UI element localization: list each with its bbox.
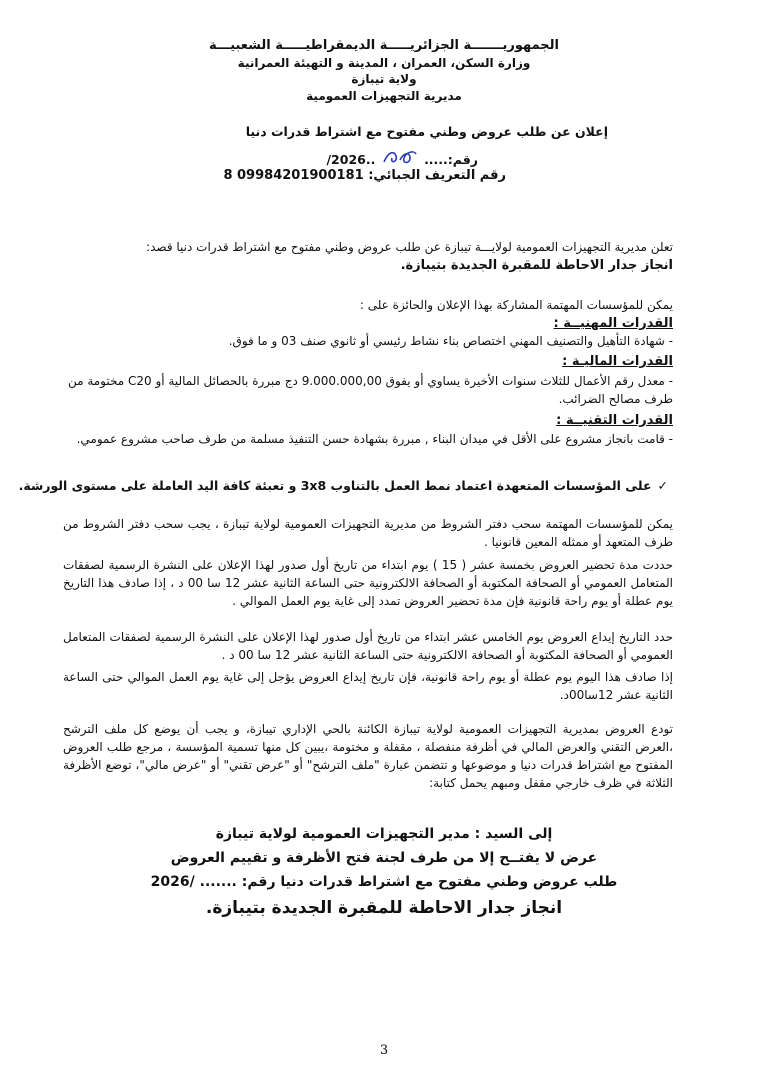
paragraph-deposit-date: حدد التاريخ إيداع العروض يوم الخامس عشر ابتداء من تاريخ أول صدور لهذا الإعلان على النشرة الرسمية لصفقات المتعامل العمومي أو الصحافة المكتوبة أو الصحافة الالكترونية حتى الساعة الثانية عشر 12 سا 00 د . bbox=[63, 630, 673, 662]
envelope-no-open: عرض لا يفتــح إلا من طرف لجنة فتح الأظرفة و تقييم العروض bbox=[170, 850, 598, 866]
envelope-project: انجاز جدار الاحاطة للمقبرة الجديدة بتيبازة. bbox=[205, 898, 563, 918]
page-number: 3 bbox=[379, 1043, 389, 1058]
intro-text: تعلن مديرية التجهيزات العمومية لولايـــة تيبازة عن طلب عروض وطني مفتوح مع اشتراط قدرات دنيا قصد: bbox=[146, 240, 673, 254]
paragraph-withdraw: يمكن للمؤسسات المهتمة سحب دفتر الشروط من مديرية التجهيزات العمومية لولاية تيبازة ، يجب سحب دفتر الشروط من طرف المتعهد أو ممثله المعين قانونيا . bbox=[63, 517, 673, 549]
paragraph-holiday: إذا صادف هذا اليوم يوم عطلة أو يوم راحة قانونية، فإن تاريخ إيداع العروض يؤجل إلى غاية يوم العمل الموالي حتى الساعة الثانية عشر 12سا00د. bbox=[63, 670, 673, 702]
tax-id-value: 09984201900181 8 bbox=[223, 168, 364, 183]
financial-title: القدرات الماليـة : bbox=[562, 354, 673, 369]
announcement-number bbox=[326, 146, 478, 168]
financial-text-1: - معدل رقم الأعمال للثلاث سنوات الأخيرة يساوي أو يفوق 9.000.000,00 دج مبررة بالحصائل المالية أو C20 مختومة من bbox=[67, 374, 673, 388]
paragraph-envelopes: تودع العروض بمديرية التجهيزات العمومية لولاية تيبازة الكائنة بالحي الإداري تيبازة، و يجب أن يوضع كل ملف الترشح ،العرض التقني والعرض المالي في أظرفة منفصلة ، مقفلة و مختومة ،يبين كل منها تسمية المؤسسة ، مرجع طلب العروض المفتوح مع اشتراط قدرات دنيا و موضوعها و تتضمن عبارة "ملف الترشح" أو "عرض تقني" أو "عرض مالي"، توضع الأظرفة الثلاثة في ظرف خارجي مقفل ومبهم يحمل كتابة: bbox=[63, 722, 673, 790]
tax-id-line bbox=[223, 168, 506, 183]
note-line bbox=[19, 478, 668, 493]
technical-title: القدرات التقنيــة : bbox=[556, 413, 673, 428]
paragraph-preparation: حددت مدة تحضير العروض بخمسة عشر ( 15 ) يوم ابتداء من تاريخ أول صدور لهذا الإعلان على النشرة الرسمية لصفقات المتعامل العمومي أو الصحافة المكتوبة أو الصحافة الالكترونية حتى الساعة الثانية عشر 12 سا 00 د ، إذا صادف هذا التاريخ يوم عطلة أو يوم راحة قانونية فإن مدة تحضير العروض تمدد إلى غاية يوم العمل الموالي . bbox=[63, 558, 674, 608]
envelope-recipient: إلى السيد : مدير التجهيزات العمومية لولاية تيبازة bbox=[215, 826, 553, 842]
intro-project: انجاز جدار الاحاطة للمقبرة الجديدة بتيبازة. bbox=[400, 258, 673, 273]
republic-title: الجمهوريـــــــة الجزائريـــــة الديمقراطيـــــة الشعبيـــة bbox=[208, 38, 559, 53]
financial-text-2: طرف مصالح الضرائب. bbox=[558, 392, 673, 406]
note-text: على المؤسسات المتعهدة اعتماد نمط العمل بالتناوب 3x8 و تعبئة كافة اليد العاملة على مستوى الورشة. bbox=[18, 478, 652, 493]
professional-text: - شهادة التأهيل والتصنيف المهني اختصاص بناء نشاط رئيسي أو ثانوي صنف 03 و ما فوق. bbox=[228, 334, 673, 348]
number-label: رقم:..... bbox=[424, 152, 478, 167]
envelope-tender-number: طلب عروض وطني مفتوح مع اشتراط قدرات دنيا رقم: ....... /2026 bbox=[150, 874, 618, 890]
tax-id-label: رقم التعريف الجبائي: bbox=[368, 168, 506, 183]
announcement-title: إعلان عن طلب عروض وطني مفتوح مع اشتراط قدرات دنيا bbox=[245, 124, 608, 139]
eligibility-intro: يمكن للمؤسسات المهتمة المشاركة بهذا الإعلان والحائزة على : bbox=[359, 298, 673, 312]
handwritten-number bbox=[380, 146, 420, 168]
ministry-title: وزارة السكن، العمران ، المدينة و التهيئة العمرانية bbox=[237, 56, 531, 70]
wilaya-title: ولاية تيبازة bbox=[351, 72, 417, 86]
directorate-title: مديرية التجهيزات العمومية bbox=[306, 89, 462, 103]
technical-text: - قامت بانجاز مشروع على الأقل في ميدان البناء , مبررة بشهادة حسن التنفيذ مسلمة من طرف صاحب مشروع عمومي. bbox=[76, 432, 673, 446]
professional-title: القدرات المهنيــة : bbox=[553, 316, 673, 331]
number-year: ..2026/ bbox=[326, 152, 376, 167]
checkmark-icon: ✓ bbox=[657, 478, 668, 493]
